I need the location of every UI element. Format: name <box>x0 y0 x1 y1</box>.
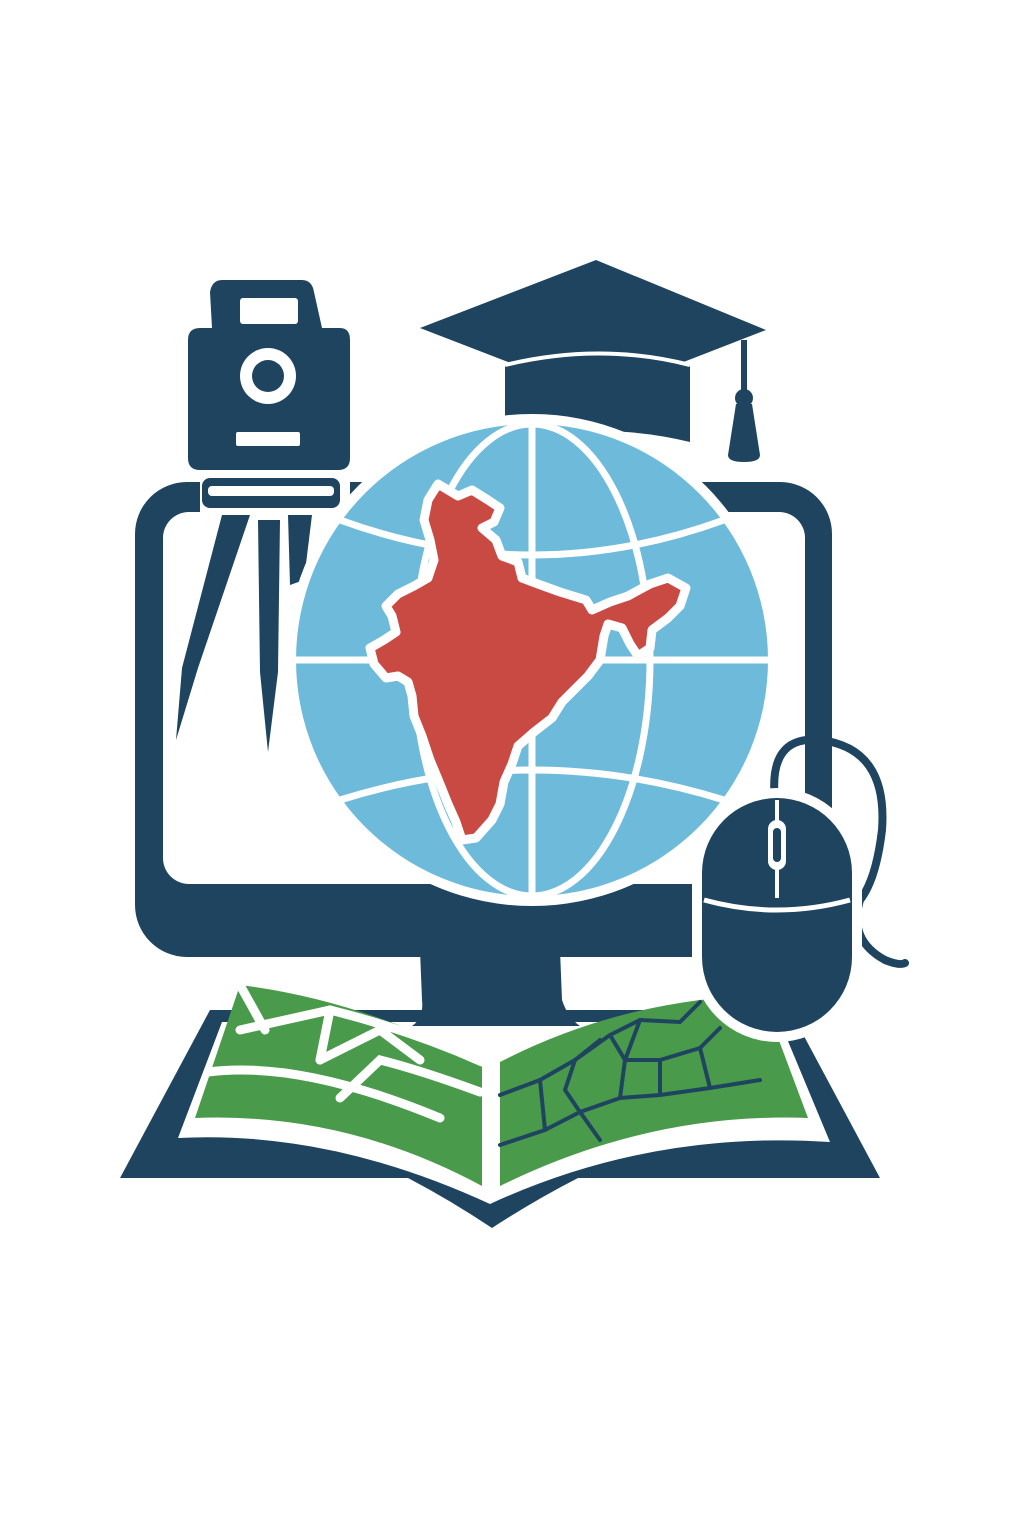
cap-tassel <box>728 340 760 462</box>
cap-board <box>420 260 766 396</box>
monitor-stand <box>412 950 580 1026</box>
theodolite-slot <box>236 432 300 446</box>
theodolite-window <box>240 298 298 324</box>
